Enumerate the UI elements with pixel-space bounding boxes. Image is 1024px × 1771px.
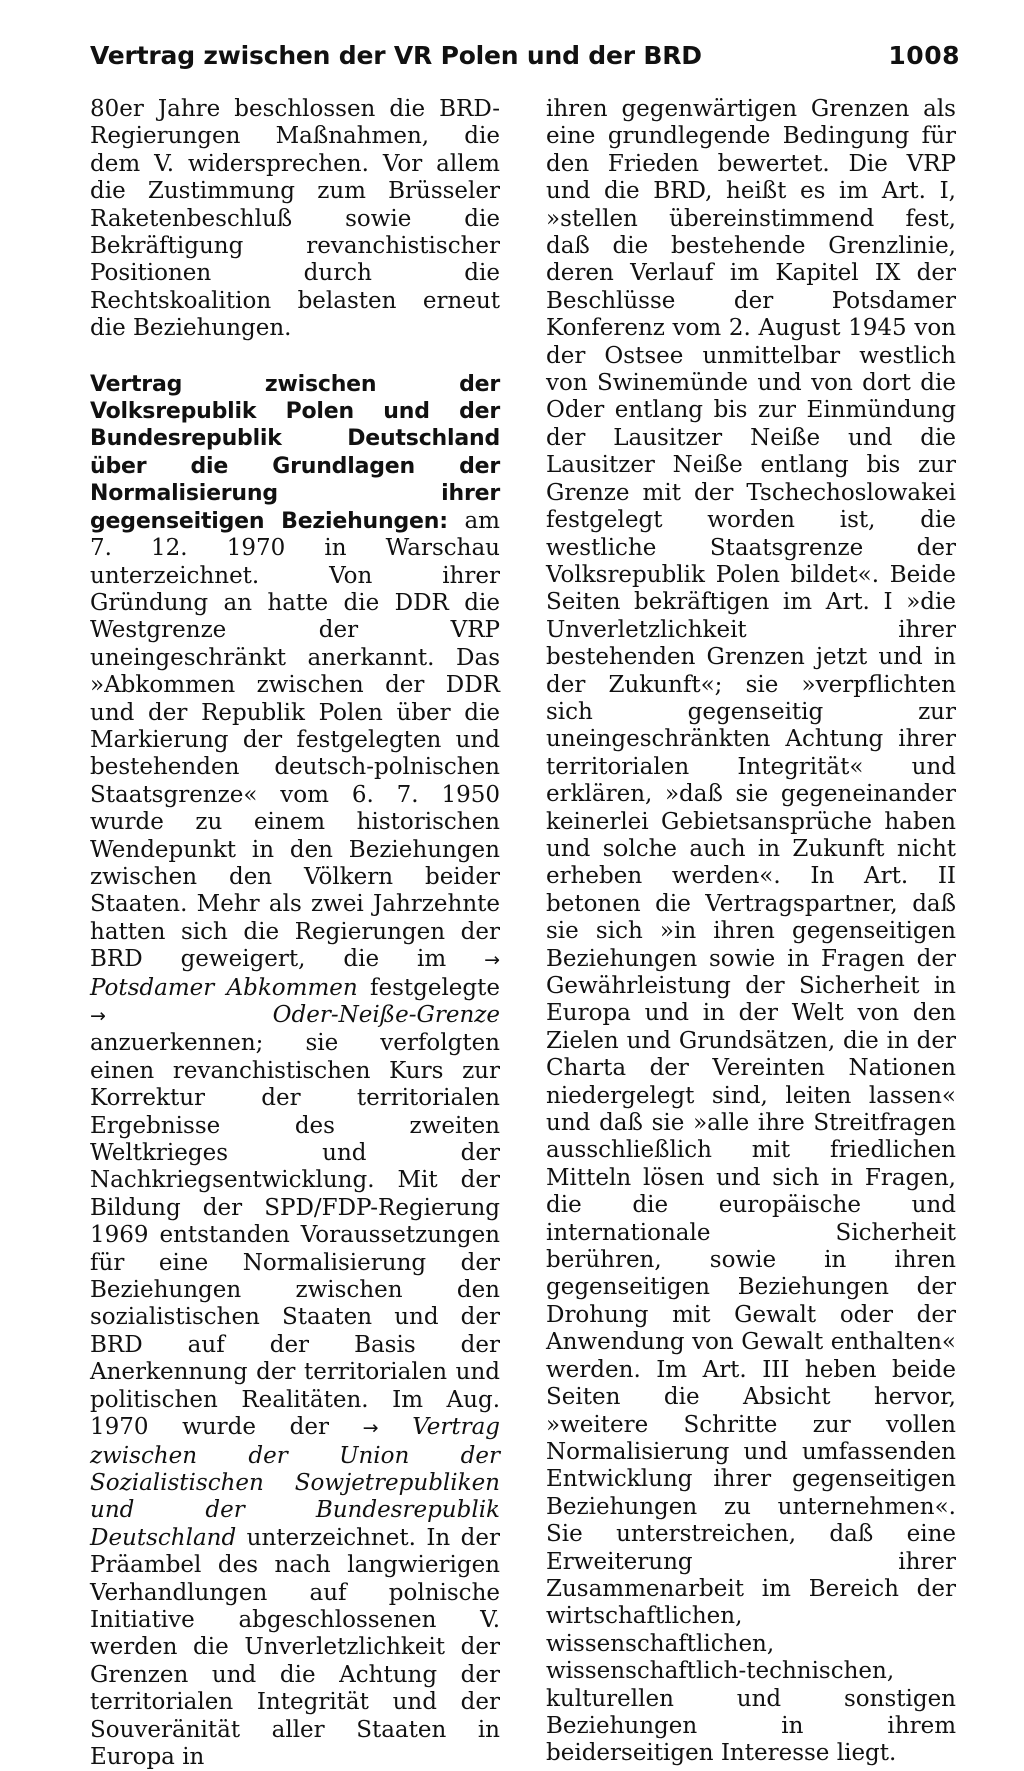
cross-reference-arrow-icon: → — [484, 949, 500, 972]
right-column — [546, 96, 956, 1768]
entry-text: am 7. 12. 1970 in Warschau unterzeichnet. Von ihrer Gründung an hatte die DDR die Westgrenze der VRP uneingeschränkt anerkannt. Das »Abkommen zwischen der DDR und der Republik Polen über die Markierung der festgelegten und bestehenden deutsch-polnischen Staatsgrenze« vom 6. 7. 1950 wurde zu einem historischen Wendepunkt in den Beziehungen zwischen den Völkern beider Staaten. Mehr als zwei Jahrzehnte hatten sich die Regierungen der BRD geweigert, die im — [90, 507, 500, 973]
running-head — [90, 36, 960, 76]
entry-text: unterzeichnet. In der Präambel des nach langwierigen Verhandlungen auf polnische Initiative abgeschlossenen V. werden die Unverletzlichkeit der Grenzen und die Achtung der territorialen Integrität und der Souveränität aller Staaten in Europa in — [90, 1524, 500, 1770]
cross-reference-arrow-icon: → — [90, 1005, 106, 1027]
entry-headword: Vertrag zwischen der Volksrepublik Polen und der Bundesrepublik Deutschland über die Grundlagen der Normalisierung ihrer gegenseitigen Beziehungen: — [90, 371, 500, 534]
page-number: 1008 — [888, 41, 960, 70]
entry-text: festgelegte — [357, 974, 500, 1001]
cross-reference-link[interactable]: Potsdamer Abkommen — [90, 974, 358, 1001]
cross-reference-link[interactable]: Vertrag zwischen der Union der Sozialistischen Sowjetrepubliken und der Bundesrepublik Deutschland — [90, 1414, 501, 1551]
running-title: Vertrag zwischen der VR Polen und der BRD — [90, 41, 702, 70]
cross-reference-link[interactable]: Oder-Neiße-Grenze — [272, 1002, 500, 1028]
entry-continuation: ihren gegenwärtigen Grenzen als eine grundlegende Bedingung für den Frieden bewertet. Die VRP und die BRD, heißt es im Art. I, »stellen übereinstimmend fest, daß die bestehende Grenzlinie, deren Verlauf im Kapitel IX der Beschlüsse der Potsdamer Konferenz vom 2. August 1945 von der Ostsee unmittelbar westlich von Swinemünde und von dort die Oder entlang bis zur Einmündung der Lausitzer Neiße und die Lausitzer Neiße entlang bis zur Grenze mit der Tschechoslowakei festgelegt worden ist, die westliche Staatsgrenze der Volksrepublik Polen bildet«. Beide Seiten bekräftigen im Art. I »die Unverletzlichkeit ihrer bestehenden Grenzen jetzt und in der Zukunft«; sie »verpflichten sich gegenseitig zur uneingeschränkten Achtung ihrer territorialen Integrität« und erklären, »daß sie gegeneinander keinerlei Gebietsansprüche haben und solche auch in Zukunft nicht erheben werden«. In Art. II betonen die Vertragspartner, daß sie sich »in ihren gegenseitigen Beziehungen sowie in Fragen der Gewährleistung der Sicherheit in Europa und in der Welt von den Zielen und Grundsätzen, die in der Charta der Vereinten Nationen niedergelegt sind, leiten lassen« und daß sie »alle ihre Streitfragen ausschließlich mit friedlichen Mitteln lösen und sich in Fragen, die die europäische und internationale Sicherheit berühren, sowie in ihren gegenseitigen Beziehungen der Drohung mit Gewalt oder der Anwendung von Gewalt enthalten« werden. Im Art. III heben beide Seiten die Absicht hervor, »weitere Schritte zur vollen Normalisierung und umfassenden Entwicklung ihrer gegenseitigen Beziehungen zu unternehmen«. Sie unterstreichen, daß eine Erweiterung ihrer Zusammenarbeit im Bereich der wirtschaftlichen, wissenschaftlichen, wissenschaftlich-technischen, kulturellen und sonstigen Beziehungen in ihrem beiderseitigen Interesse liegt. — [546, 96, 956, 1767]
previous-entry-continuation: 80er Jahre beschlossen die BRD-Regierungen Maßnahmen, die dem V. widersprechen. Vor allem die Zustimmung zum Brüsseler Raketenbeschluß sowie die Bekräftigung revanchistischer Positionen durch die Rechtskoalition belasten erneut die Beziehungen. — [90, 96, 500, 342]
cross-reference-arrow-icon: → — [362, 1417, 379, 1440]
dictionary-entry — [90, 371, 500, 1771]
entry-text: anzuerkennen; sie verfolgten einen revanchistischen Kurs zur Korrektur der territorialen Ergebnisse des zweiten Weltkrieges und der Nachkriegsentwicklung. Mit der Bildung der SPD/FDP-Regierung 1969 entstanden Voraussetzungen für eine Normalisierung der Beziehungen zwischen den sozialistischen Staaten und der BRD auf der Basis der Anerkennung der territorialen und politischen Realitäten. Im Aug. 1970 wurde der — [90, 1030, 500, 1441]
left-column — [90, 96, 500, 1771]
